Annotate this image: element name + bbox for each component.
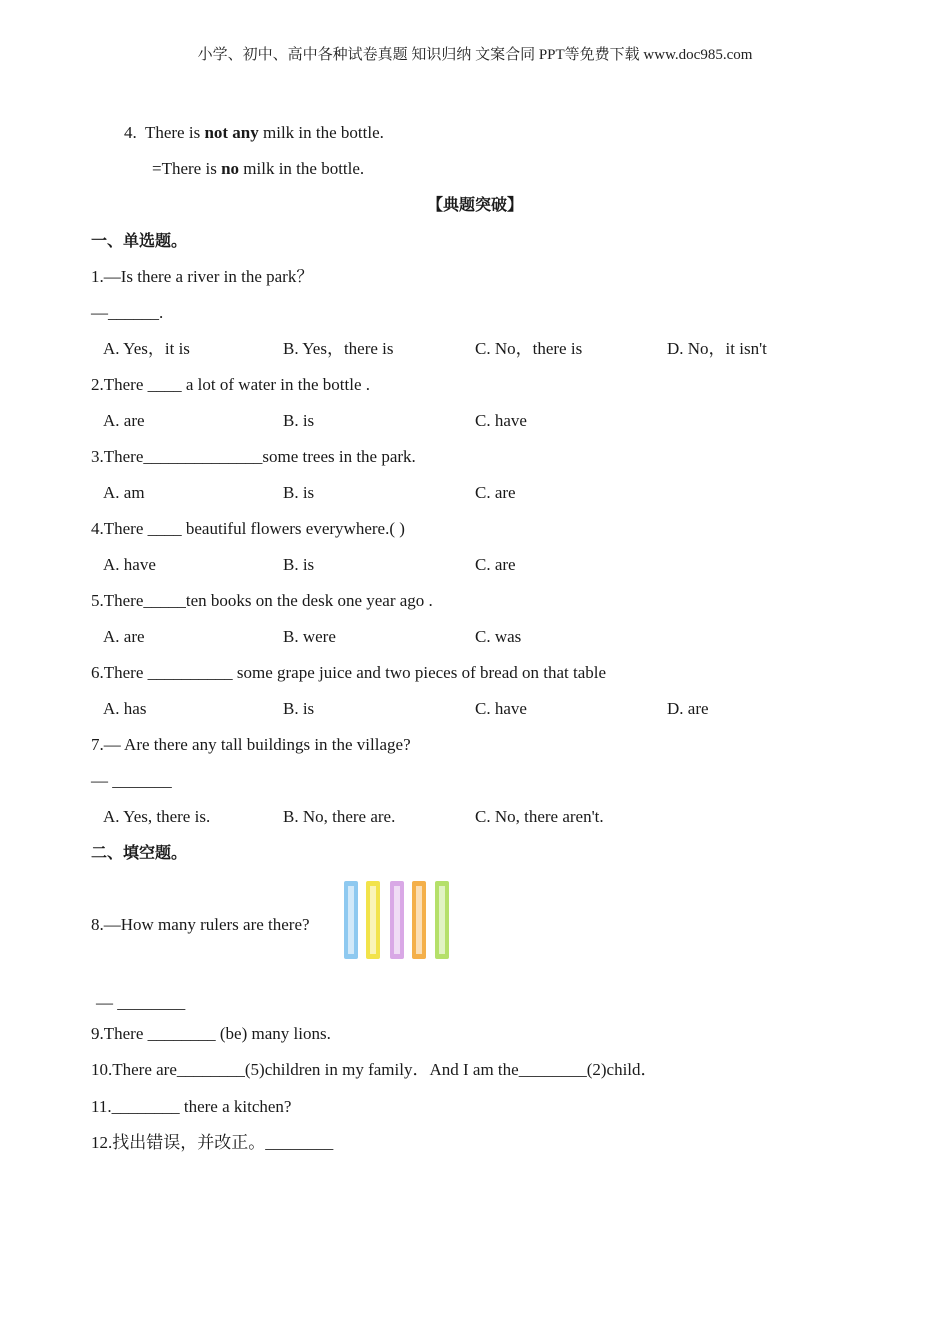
- question-1-stem: 1.—Is there a river in the park？: [91, 267, 314, 286]
- question-4-option-a[interactable]: A. have: [103, 555, 156, 574]
- question-2-option-c[interactable]: C. have: [475, 411, 527, 430]
- question-6-option-c[interactable]: C. have: [475, 699, 527, 718]
- question-7-option-b[interactable]: B. No, there are.: [283, 807, 396, 826]
- question-1-answer-blank: —______.: [91, 303, 164, 322]
- question-11: 11.________ there a kitchen?: [91, 1097, 292, 1116]
- question-6-stem: 6.There __________ some grape juice and two pieces of bread on that table: [91, 663, 607, 682]
- question-12: 12.找出错误，并改正。________: [91, 1133, 334, 1152]
- question-7-stem: 7.— Are there any tall buildings in the village?: [91, 735, 411, 754]
- grammar-note-line1: [124, 122, 384, 144]
- question-4-option-c[interactable]: C. are: [475, 555, 516, 574]
- question-4-option-b[interactable]: B. is: [283, 555, 315, 574]
- note-text-post: milk in the bottle.: [258, 123, 384, 142]
- question-2-stem: 2.There ____ a lot of water in the bottle .: [91, 375, 370, 394]
- section-title: 【典题突破】: [426, 195, 523, 214]
- question-3-option-b[interactable]: B. is: [283, 483, 315, 502]
- page-header: 小学、初中、高中各种试卷真题 知识归纳 文案合同 PPT等免费下载 www.doc985.com: [197, 47, 753, 63]
- question-6-option-b[interactable]: B. is: [283, 699, 315, 718]
- question-7-answer-blank: — _______: [91, 771, 172, 790]
- question-6-option-a[interactable]: A. has: [103, 699, 147, 718]
- note-number: 4.: [124, 123, 137, 142]
- question-3-option-a[interactable]: A. am: [103, 483, 145, 502]
- question-5-option-a[interactable]: A. are: [103, 627, 145, 646]
- question-1-option-b[interactable]: B. Yes，there is: [283, 339, 394, 358]
- question-4-stem: 4.There ____ beautiful flowers everywhere.( ): [91, 519, 405, 538]
- question-10: 10.There are________(5)children in my family．And I am the________(2)child．: [91, 1060, 658, 1079]
- question-5-stem: 5.There_____ten books on the desk one year ago .: [91, 591, 433, 610]
- question-7-option-c[interactable]: C. No, there aren't.: [475, 807, 604, 826]
- question-2-option-a[interactable]: A. are: [103, 411, 145, 430]
- question-1-option-a[interactable]: A. Yes，it is: [103, 339, 190, 358]
- ruler-5: [435, 881, 449, 959]
- question-7-option-a[interactable]: A. Yes, there is.: [103, 807, 211, 826]
- question-5-option-c[interactable]: C. was: [475, 627, 522, 646]
- question-6-option-d[interactable]: D. are: [667, 699, 709, 718]
- question-3-stem: 3.There______________some trees in the park.: [91, 447, 416, 466]
- question-1-option-c[interactable]: C. No，there is: [475, 339, 583, 358]
- note-bold-no: no: [221, 159, 240, 178]
- ruler-2: [366, 881, 380, 959]
- question-9: 9.There ________ (be) many lions.: [91, 1024, 331, 1043]
- question-2-option-b[interactable]: B. is: [283, 411, 315, 430]
- note2-text-pre: =There is: [152, 159, 222, 178]
- grammar-note-line2: [152, 158, 364, 180]
- rulers-image: [340, 878, 454, 962]
- note-bold-not-any: not any: [204, 123, 259, 142]
- section-heading-single-choice: 一、单选题。: [91, 231, 188, 250]
- question-3-option-c[interactable]: C. are: [475, 483, 516, 502]
- note2-text-post: milk in the bottle.: [239, 159, 365, 178]
- question-8-answer-blank: — ________: [96, 993, 186, 1012]
- ruler-3: [390, 881, 404, 959]
- question-1-option-d[interactable]: D. No，it isn't: [667, 339, 767, 358]
- question-5-option-b[interactable]: B. were: [283, 627, 336, 646]
- note-text-pre: There is: [144, 123, 205, 142]
- ruler-1: [344, 881, 358, 959]
- question-8-stem: 8.—How many rulers are there?: [91, 915, 310, 934]
- section-heading-fill-blank: 二、填空题。: [91, 843, 188, 862]
- ruler-4: [412, 881, 426, 959]
